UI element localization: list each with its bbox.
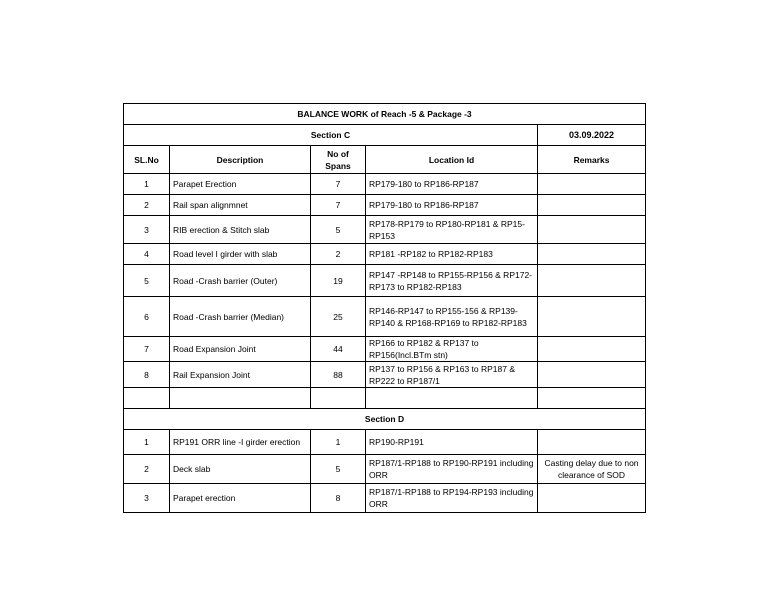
- header-description: Description: [170, 146, 311, 174]
- sheet-title: BALANCE WORK of Reach -5 & Package -3: [124, 104, 646, 125]
- row-location: RP179-180 to RP186-RP187: [366, 174, 538, 195]
- row-remarks: [538, 337, 646, 362]
- row-slno: 1: [124, 430, 170, 455]
- row-location: RP137 to RP156 & RP163 to RP187 & RP222 to RP187/1: [366, 362, 538, 388]
- table-row: [124, 265, 646, 297]
- row-remarks: [538, 362, 646, 388]
- row-slno: 7: [124, 337, 170, 362]
- row-description: Deck slab: [170, 455, 311, 484]
- row-slno: 4: [124, 244, 170, 265]
- title-row: [124, 104, 646, 125]
- row-location: RP147 -RP148 to RP155-RP156 & RP172-RP173 to RP182-RP183: [366, 265, 538, 297]
- row-remarks: [538, 216, 646, 244]
- row-remarks: [538, 297, 646, 337]
- row-spans: 7: [311, 195, 366, 216]
- report-date: 03.09.2022: [538, 125, 646, 146]
- header-location: Location Id: [366, 146, 538, 174]
- row-remarks: [538, 195, 646, 216]
- row-slno: 5: [124, 265, 170, 297]
- row-remarks: [538, 174, 646, 195]
- row-location: RP179-180 to RP186-RP187: [366, 195, 538, 216]
- row-spans: 88: [311, 362, 366, 388]
- row-spans: 19: [311, 265, 366, 297]
- row-spans: 5: [311, 216, 366, 244]
- section-d-title: Section D: [124, 409, 646, 430]
- row-remarks: [538, 484, 646, 513]
- row-description: Road Expansion Joint: [170, 337, 311, 362]
- section-c-header-row: [124, 125, 646, 146]
- row-location: RP181 -RP182 to RP182-RP183: [366, 244, 538, 265]
- row-spans: 7: [311, 174, 366, 195]
- row-description: Road -Crash barrier (Median): [170, 297, 311, 337]
- table-row: [124, 244, 646, 265]
- row-slno: 6: [124, 297, 170, 337]
- column-header-row: [124, 146, 646, 174]
- section-d-header-row: [124, 409, 646, 430]
- row-slno: 3: [124, 484, 170, 513]
- row-location: RP146-RP147 to RP155-156 & RP139-RP140 & RP168-RP169 to RP182-RP183: [366, 297, 538, 337]
- row-slno: 2: [124, 455, 170, 484]
- balance-work-table: [123, 103, 646, 513]
- row-slno: 1: [124, 174, 170, 195]
- row-slno: 3: [124, 216, 170, 244]
- table-row: [124, 455, 646, 484]
- row-location: RP190-RP191: [366, 430, 538, 455]
- header-slno: SL.No: [124, 146, 170, 174]
- empty-cell: [170, 388, 311, 409]
- row-location: RP166 to RP182 & RP137 to RP156(Incl.BTm stn): [366, 337, 538, 362]
- row-spans: 8: [311, 484, 366, 513]
- table-row: [124, 337, 646, 362]
- table-row: [124, 430, 646, 455]
- row-location: RP187/1-RP188 to RP190-RP191 including ORR: [366, 455, 538, 484]
- empty-cell: [124, 388, 170, 409]
- row-spans: 2: [311, 244, 366, 265]
- row-description: Road level I girder with slab: [170, 244, 311, 265]
- row-remarks: [538, 265, 646, 297]
- table-row: [124, 297, 646, 337]
- row-slno: 8: [124, 362, 170, 388]
- row-description: RP191 ORR line -I girder erection: [170, 430, 311, 455]
- header-remarks: Remarks: [538, 146, 646, 174]
- row-spans: 1: [311, 430, 366, 455]
- empty-row: [124, 388, 646, 409]
- table-row: [124, 174, 646, 195]
- row-description: RIB erection & Stitch slab: [170, 216, 311, 244]
- row-spans: 25: [311, 297, 366, 337]
- section-c-title: Section C: [124, 125, 538, 146]
- row-remarks: [538, 430, 646, 455]
- row-spans: 44: [311, 337, 366, 362]
- empty-cell: [538, 388, 646, 409]
- row-description: Road -Crash barrier (Outer): [170, 265, 311, 297]
- row-spans: 5: [311, 455, 366, 484]
- table-row: [124, 195, 646, 216]
- row-description: Rail span alignmnet: [170, 195, 311, 216]
- row-slno: 2: [124, 195, 170, 216]
- table-row: [124, 362, 646, 388]
- row-description: Parapet Erection: [170, 174, 311, 195]
- row-description: Parapet erection: [170, 484, 311, 513]
- row-location: RP187/1-RP188 to RP194-RP193 including ORR: [366, 484, 538, 513]
- table-row: [124, 216, 646, 244]
- row-location: RP178-RP179 to RP180-RP181 & RP15-RP153: [366, 216, 538, 244]
- row-remarks: [538, 244, 646, 265]
- row-description: Rail Expansion Joint: [170, 362, 311, 388]
- table-row: [124, 484, 646, 513]
- empty-cell: [366, 388, 538, 409]
- empty-cell: [311, 388, 366, 409]
- row-remarks: Casting delay due to non clearance of SOD: [538, 455, 646, 484]
- header-spans: No of Spans: [311, 146, 366, 174]
